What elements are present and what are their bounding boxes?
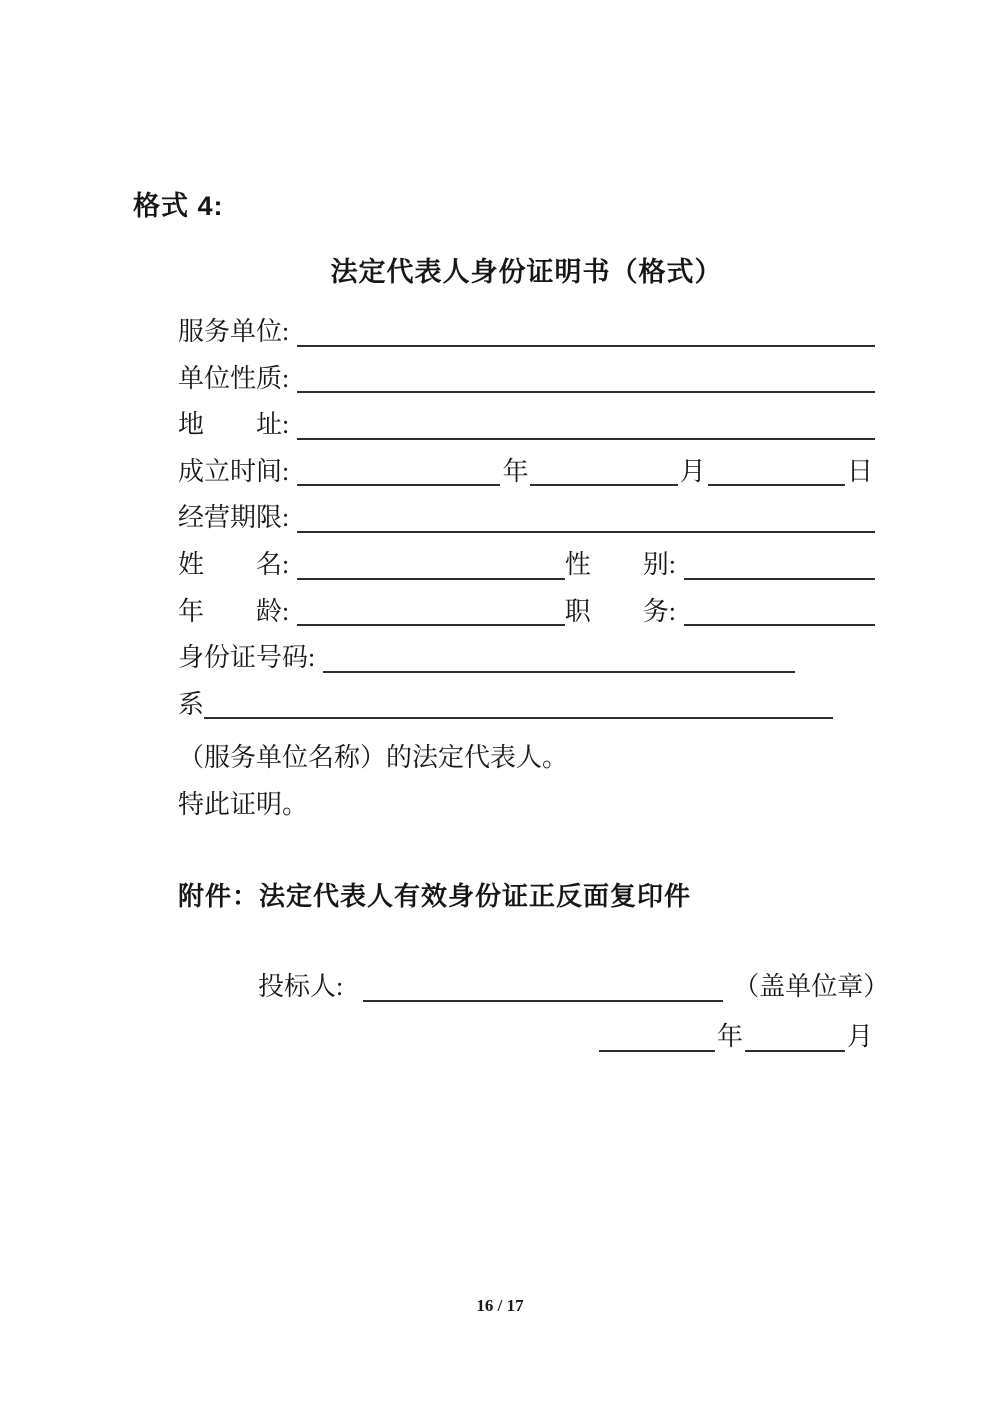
blank-line-position	[684, 594, 875, 626]
field-label-unit-nature: 单位性质:	[178, 363, 290, 393]
unit-month: 月	[679, 456, 706, 486]
statement-unit-name: （服务单位名称）的法定代表人。	[178, 743, 569, 772]
blank-line-bidder	[363, 970, 723, 1002]
field-label-gender: 性 别:	[564, 549, 676, 579]
form-row-address	[178, 393, 875, 440]
field-label-position: 职 务:	[564, 596, 676, 626]
form-row-is	[178, 673, 875, 720]
blank-line-month	[745, 1020, 845, 1052]
blank-line-establish-day	[708, 454, 845, 486]
seal-note: （盖单位章）	[733, 972, 890, 1002]
field-label-service-unit: 服务单位:	[178, 317, 290, 346]
blank-line-is	[204, 687, 833, 719]
unit-year: 年	[502, 456, 529, 486]
blank-line-establish-year	[297, 454, 500, 486]
attachment-note: 附件：法定代表人有效身份证正反面复印件	[178, 882, 692, 911]
bidder-label: 投标人:	[258, 972, 344, 1002]
blank-line-business-term	[297, 501, 875, 533]
form-row-unit-nature	[178, 347, 875, 394]
blank-line-age	[297, 594, 564, 626]
field-label-is: 系	[178, 689, 205, 719]
statement-block	[178, 735, 875, 828]
format-number-label: 格式 4:	[133, 191, 224, 221]
date-row	[178, 1012, 875, 1052]
form-row-business-term	[178, 486, 875, 533]
blank-line-unit-nature	[297, 361, 875, 393]
certificate-form	[178, 300, 875, 719]
form-row-name-gender	[178, 533, 875, 580]
field-label-establish-date: 成立时间:	[178, 456, 290, 486]
unit-year: 年	[716, 1022, 743, 1052]
blank-line-establish-month	[530, 454, 677, 486]
field-label-age: 年 龄:	[178, 596, 290, 626]
blank-line-id-number	[323, 641, 795, 673]
blank-line-service-unit	[297, 315, 875, 347]
form-row-service-unit	[178, 300, 875, 347]
form-row-id-number	[178, 626, 875, 673]
field-label-id-number: 身份证号码:	[178, 643, 316, 673]
blank-line-gender	[684, 548, 875, 580]
blank-line-name	[297, 548, 564, 580]
unit-month: 月	[846, 1022, 873, 1052]
blank-line-year	[599, 1020, 715, 1052]
form-row-establish-date	[178, 440, 875, 487]
field-label-business-term: 经营期限:	[178, 503, 290, 533]
document-title: 法定代表人身份证明书（格式）	[330, 257, 723, 287]
signature-row	[178, 962, 890, 1002]
field-label-name: 姓 名:	[178, 549, 290, 579]
statement-certify: 特此证明。	[178, 789, 309, 819]
form-row-age-position	[178, 580, 875, 627]
field-label-address: 地 址:	[178, 410, 290, 440]
unit-day: 日	[846, 456, 873, 486]
page-number: 16 / 17	[476, 1296, 524, 1315]
blank-line-address	[297, 408, 875, 440]
